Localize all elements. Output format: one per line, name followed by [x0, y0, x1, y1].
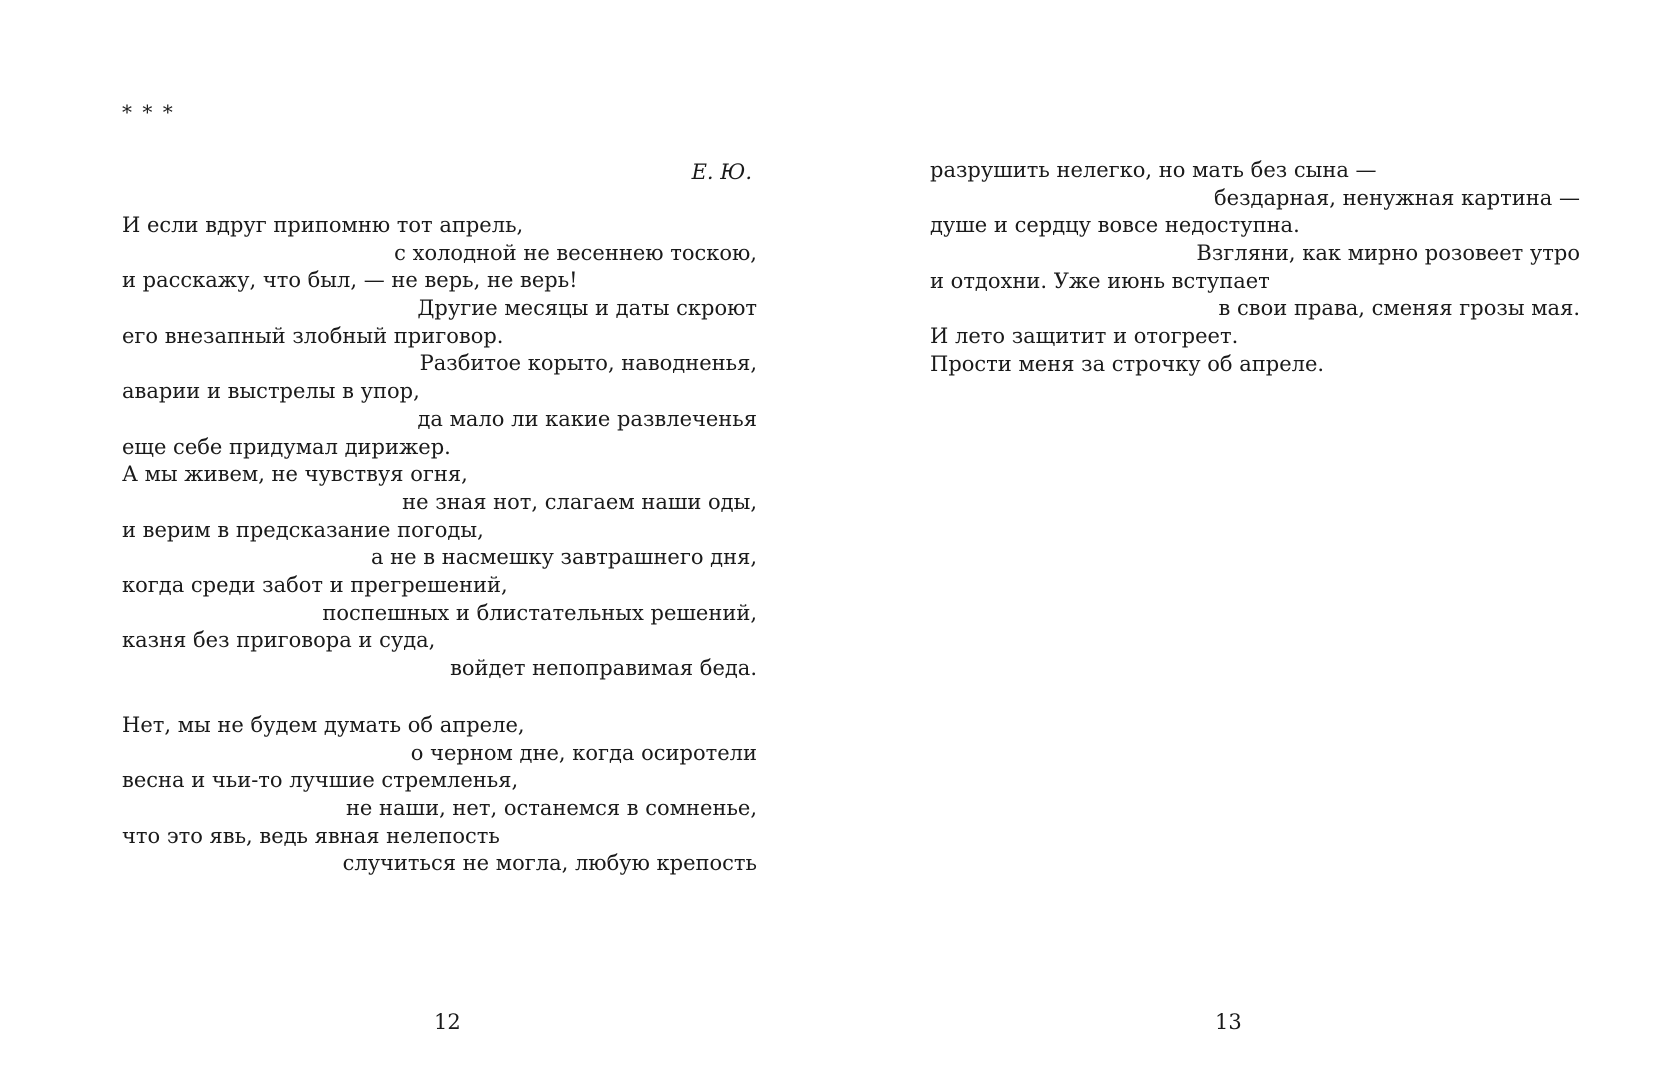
poem-line: И лето защитит и отогреет.: [930, 324, 1239, 349]
page-number-right: 13: [1215, 1010, 1242, 1034]
poem-line: когда среди забот и прегрешений,: [122, 572, 508, 597]
poem-stanza-2: [122, 712, 757, 878]
poem-line: Другие месяцы и даты скроют: [417, 296, 757, 321]
poem-line: весна и чьи-то лучшие стремленья,: [122, 768, 519, 793]
poem-line: И если вдруг припомню тот апрель,: [122, 213, 524, 237]
poem-line: не наши, нет, останемся в сомненье,: [345, 796, 757, 821]
poem-line: в свои права, сменяя грозы мая.: [1218, 296, 1580, 321]
poem-line: и отдохни. Уже июнь вступает: [930, 268, 1270, 293]
poem-line: что это явь, ведь явная нелепость: [122, 823, 500, 848]
poem-line: Прости меня за строчку об апреле.: [930, 351, 1325, 376]
poem-line: аварии и выстрелы в упор,: [122, 379, 420, 404]
dedication: Е. Ю.: [691, 160, 752, 184]
right-page: [839, 0, 1678, 1080]
poem-line: казня без приговора и суда,: [122, 628, 436, 653]
poem-line: а не в насмешку завтрашнего дня,: [370, 545, 757, 570]
section-mark: * * *: [122, 100, 175, 124]
poem-line: войдет непоправимая беда.: [450, 656, 757, 680]
poem-line: Нет, мы не будем думать об апреле,: [122, 713, 525, 737]
poem-stanza-1: [122, 212, 757, 683]
poem-line: с холодной не весеннею тоскою,: [394, 240, 757, 265]
poem-line: его внезапный злобный приговор.: [122, 323, 504, 348]
poem-line: случиться не могла, любую крепость: [342, 851, 757, 876]
poem-line: разрушить нелегко, но мать без сына —: [930, 158, 1377, 182]
poem-line: и верим в предсказание погоды,: [122, 517, 484, 542]
poem-line: душе и сердцу вовсе недоступна.: [930, 213, 1300, 238]
poem-line: еще себе придумал дирижер.: [122, 434, 451, 459]
poem-line: Взгляни, как мирно розовеет утро: [1196, 241, 1580, 266]
poem-line: да мало ли какие развлеченья: [417, 406, 757, 431]
poem-line: бездарная, ненужная картина —: [1214, 185, 1580, 210]
poem-line: А мы живем, не чувствуя огня,: [122, 462, 468, 487]
poem-line: поспешных и блистательных решений,: [322, 600, 757, 625]
poem-line: о черном дне, когда осиротели: [410, 740, 757, 765]
poem-continuation: [930, 157, 1580, 379]
page-number-left: 12: [434, 1010, 461, 1034]
poem-line: Разбитое корыто, наводненья,: [419, 351, 757, 376]
poem-line: и расскажу, что был, — не верь, не верь!: [122, 268, 578, 293]
poem-line: не зная нот, слагаем наши оды,: [402, 489, 757, 514]
